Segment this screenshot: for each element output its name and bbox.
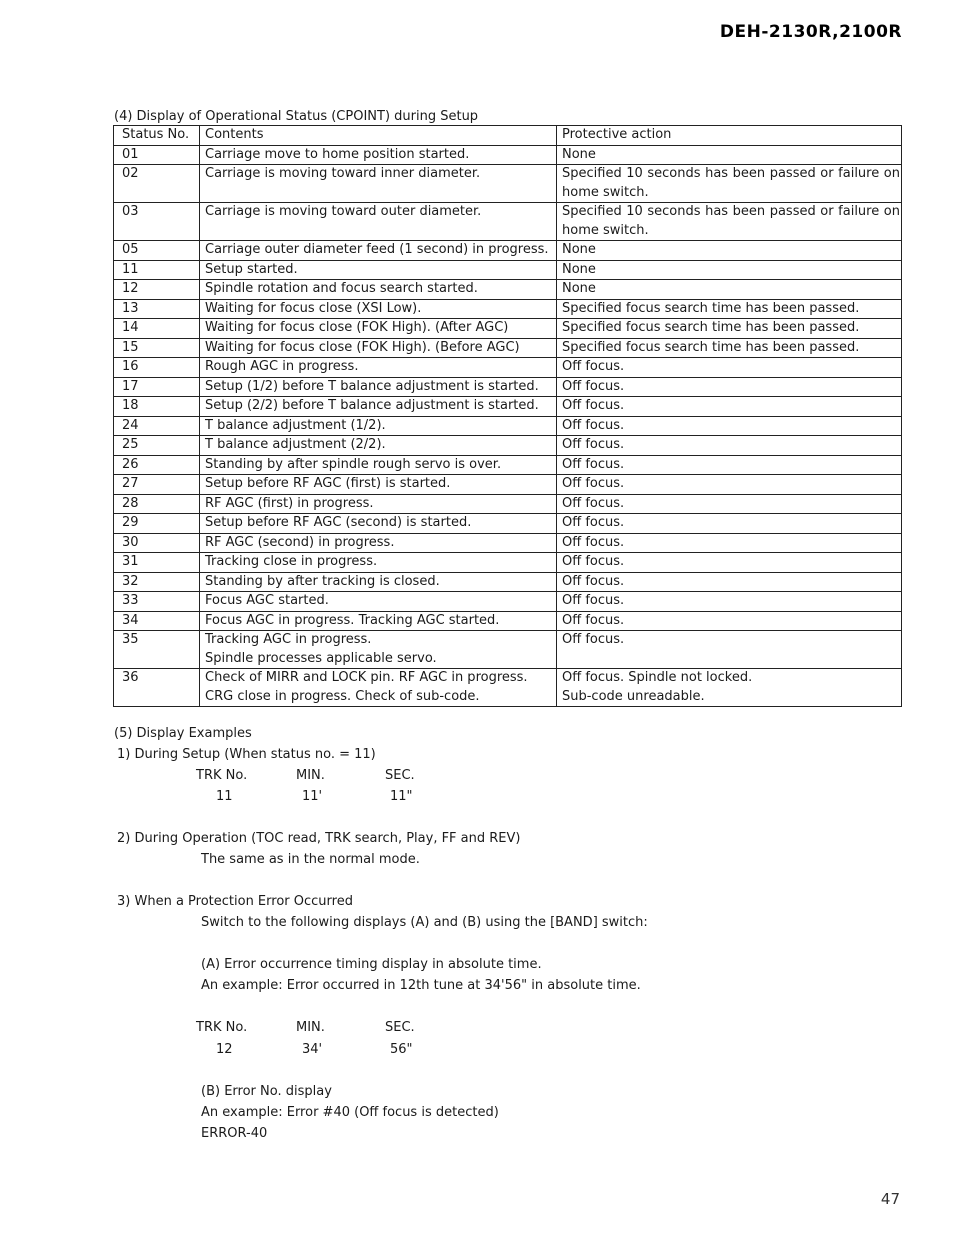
example-1-value-trk: 11	[216, 789, 233, 804]
status-no-cell: 29	[114, 514, 200, 534]
status-no-cell: 26	[114, 455, 200, 475]
contents-cell: T balance adjustment (2/2).	[200, 436, 557, 456]
table-row	[114, 280, 902, 300]
table-row	[114, 436, 902, 456]
status-no-cell: 35	[114, 631, 200, 669]
display-a-header-min: MIN.	[296, 1020, 325, 1035]
action-cell: Specified 10 seconds has been passed or failure on home switch.	[557, 203, 902, 241]
table-row	[114, 260, 902, 280]
column-header-contents: Contents	[200, 126, 557, 146]
contents-cell: Focus AGC started.	[200, 592, 557, 612]
display-a-header-trk: TRK No.	[196, 1020, 248, 1035]
example-1-value-sec: 11"	[390, 789, 413, 804]
contents-cell: Setup before RF AGC (first) is started.	[200, 475, 557, 495]
example-1-header-min: MIN.	[296, 768, 325, 783]
status-no-cell: 33	[114, 592, 200, 612]
status-no-cell: 12	[114, 280, 200, 300]
contents-cell: Check of MIRR and LOCK pin. RF AGC in progress. CRG close in progress. Check of sub-code.	[200, 669, 557, 707]
contents-cell: Setup before RF AGC (second) is started.	[200, 514, 557, 534]
contents-cell: RF AGC (second) in progress.	[200, 533, 557, 553]
action-cell: Off focus.	[557, 416, 902, 436]
status-table	[113, 125, 902, 707]
action-cell: Off focus.	[557, 455, 902, 475]
status-no-cell: 17	[114, 377, 200, 397]
status-no-cell: 34	[114, 611, 200, 631]
contents-cell: Waiting for focus close (XSI Low).	[200, 299, 557, 319]
contents-cell: Setup (1/2) before T balance adjustment is started.	[200, 377, 557, 397]
status-no-cell: 14	[114, 319, 200, 339]
action-cell: Off focus.	[557, 611, 902, 631]
contents-cell: Waiting for focus close (FOK High). (After AGC)	[200, 319, 557, 339]
action-cell: Off focus.	[557, 377, 902, 397]
table-row	[114, 358, 902, 378]
page-number: 47	[880, 1190, 900, 1208]
action-cell: Specified focus search time has been passed.	[557, 299, 902, 319]
table-row	[114, 299, 902, 319]
table-row	[114, 572, 902, 592]
table-row	[114, 631, 902, 669]
example-1-value-min: 11'	[302, 789, 323, 804]
example-2-text: The same as in the normal mode.	[201, 852, 420, 867]
status-no-cell: 05	[114, 241, 200, 261]
display-a-header-sec: SEC.	[385, 1020, 415, 1035]
column-header-protective-action: Protective action	[557, 126, 902, 146]
section-title-examples: (5) Display Examples	[114, 726, 252, 741]
contents-cell: Rough AGC in progress.	[200, 358, 557, 378]
display-a-value-sec: 56"	[390, 1042, 413, 1057]
table-row	[114, 533, 902, 553]
status-no-cell: 18	[114, 397, 200, 417]
status-no-cell: 16	[114, 358, 200, 378]
contents-cell: Setup started.	[200, 260, 557, 280]
status-no-cell: 02	[114, 165, 200, 203]
action-cell: Off focus.	[557, 631, 902, 669]
contents-cell: Tracking close in progress.	[200, 553, 557, 573]
table-row	[114, 553, 902, 573]
table-row	[114, 397, 902, 417]
contents-cell: Standing by after spindle rough servo is over.	[200, 455, 557, 475]
status-no-cell: 32	[114, 572, 200, 592]
action-cell: None	[557, 280, 902, 300]
action-cell: None	[557, 260, 902, 280]
contents-cell: Carriage move to home position started.	[200, 145, 557, 165]
table-header-row	[114, 126, 902, 146]
contents-cell: RF AGC (first) in progress.	[200, 494, 557, 514]
display-a-example: An example: Error occurred in 12th tune at 34'56" in absolute time.	[201, 978, 641, 993]
action-cell: Off focus.	[557, 592, 902, 612]
status-no-cell: 24	[114, 416, 200, 436]
table-row	[114, 203, 902, 241]
status-no-cell: 11	[114, 260, 200, 280]
action-cell: Specified focus search time has been passed.	[557, 338, 902, 358]
contents-cell: Waiting for focus close (FOK High). (Before AGC)	[200, 338, 557, 358]
example-1-header-trk: TRK No.	[196, 768, 248, 783]
action-cell: None	[557, 145, 902, 165]
column-header-status-no: Status No.	[114, 126, 200, 146]
contents-cell: Spindle rotation and focus search started.	[200, 280, 557, 300]
contents-cell: Setup (2/2) before T balance adjustment is started.	[200, 397, 557, 417]
status-no-cell: 03	[114, 203, 200, 241]
example-1-heading: 1) During Setup (When status no. = 11)	[117, 747, 376, 762]
contents-cell: Carriage is moving toward inner diameter.	[200, 165, 557, 203]
action-cell: Off focus.	[557, 572, 902, 592]
status-no-cell: 30	[114, 533, 200, 553]
contents-cell: Standing by after tracking is closed.	[200, 572, 557, 592]
table-row	[114, 592, 902, 612]
action-cell: Specified 10 seconds has been passed or failure on home switch.	[557, 165, 902, 203]
action-cell: Off focus.	[557, 475, 902, 495]
action-cell: Off focus.	[557, 553, 902, 573]
display-a-value-trk: 12	[216, 1042, 233, 1057]
action-cell: Off focus. Spindle not locked. Sub-code unreadable.	[557, 669, 902, 707]
table-row	[114, 145, 902, 165]
example-3-heading: 3) When a Protection Error Occurred	[117, 894, 353, 909]
table-row	[114, 165, 902, 203]
display-b-title: (B) Error No. display	[201, 1084, 332, 1099]
action-cell: None	[557, 241, 902, 261]
table-row	[114, 514, 902, 534]
table-row	[114, 416, 902, 436]
display-a-value-min: 34'	[302, 1042, 323, 1057]
display-b-code: ERROR-40	[201, 1126, 268, 1141]
action-cell: Off focus.	[557, 397, 902, 417]
contents-cell: Carriage is moving toward outer diameter.	[200, 203, 557, 241]
table-body	[114, 145, 902, 707]
section-title-status: (4) Display of Operational Status (CPOINT) during Setup	[114, 109, 479, 124]
action-cell: Off focus.	[557, 358, 902, 378]
status-no-cell: 31	[114, 553, 200, 573]
table-row	[114, 241, 902, 261]
table-row	[114, 338, 902, 358]
table-row	[114, 494, 902, 514]
example-3-text: Switch to the following displays (A) and (B) using the [BAND] switch:	[201, 915, 648, 930]
table-row	[114, 611, 902, 631]
example-1-header-sec: SEC.	[385, 768, 415, 783]
table-row	[114, 377, 902, 397]
contents-cell: T balance adjustment (1/2).	[200, 416, 557, 436]
status-no-cell: 27	[114, 475, 200, 495]
action-cell: Off focus.	[557, 494, 902, 514]
status-no-cell: 25	[114, 436, 200, 456]
example-2-heading: 2) During Operation (TOC read, TRK search, Play, FF and REV)	[117, 831, 521, 846]
status-no-cell: 28	[114, 494, 200, 514]
action-cell: Specified focus search time has been passed.	[557, 319, 902, 339]
display-b-example: An example: Error #40 (Off focus is detected)	[201, 1105, 499, 1120]
status-no-cell: 36	[114, 669, 200, 707]
status-no-cell: 01	[114, 145, 200, 165]
table-row	[114, 669, 902, 707]
action-cell: Off focus.	[557, 533, 902, 553]
action-cell: Off focus.	[557, 436, 902, 456]
table-row	[114, 455, 902, 475]
display-a-title: (A) Error occurrence timing display in absolute time.	[201, 957, 542, 972]
contents-cell: Carriage outer diameter feed (1 second) in progress.	[200, 241, 557, 261]
model-title: DEH-2130R,2100R	[719, 22, 902, 42]
status-no-cell: 13	[114, 299, 200, 319]
table-row	[114, 319, 902, 339]
table-row	[114, 475, 902, 495]
action-cell: Off focus.	[557, 514, 902, 534]
contents-cell: Tracking AGC in progress. Spindle processes applicable servo.	[200, 631, 557, 669]
contents-cell: Focus AGC in progress. Tracking AGC started.	[200, 611, 557, 631]
status-no-cell: 15	[114, 338, 200, 358]
